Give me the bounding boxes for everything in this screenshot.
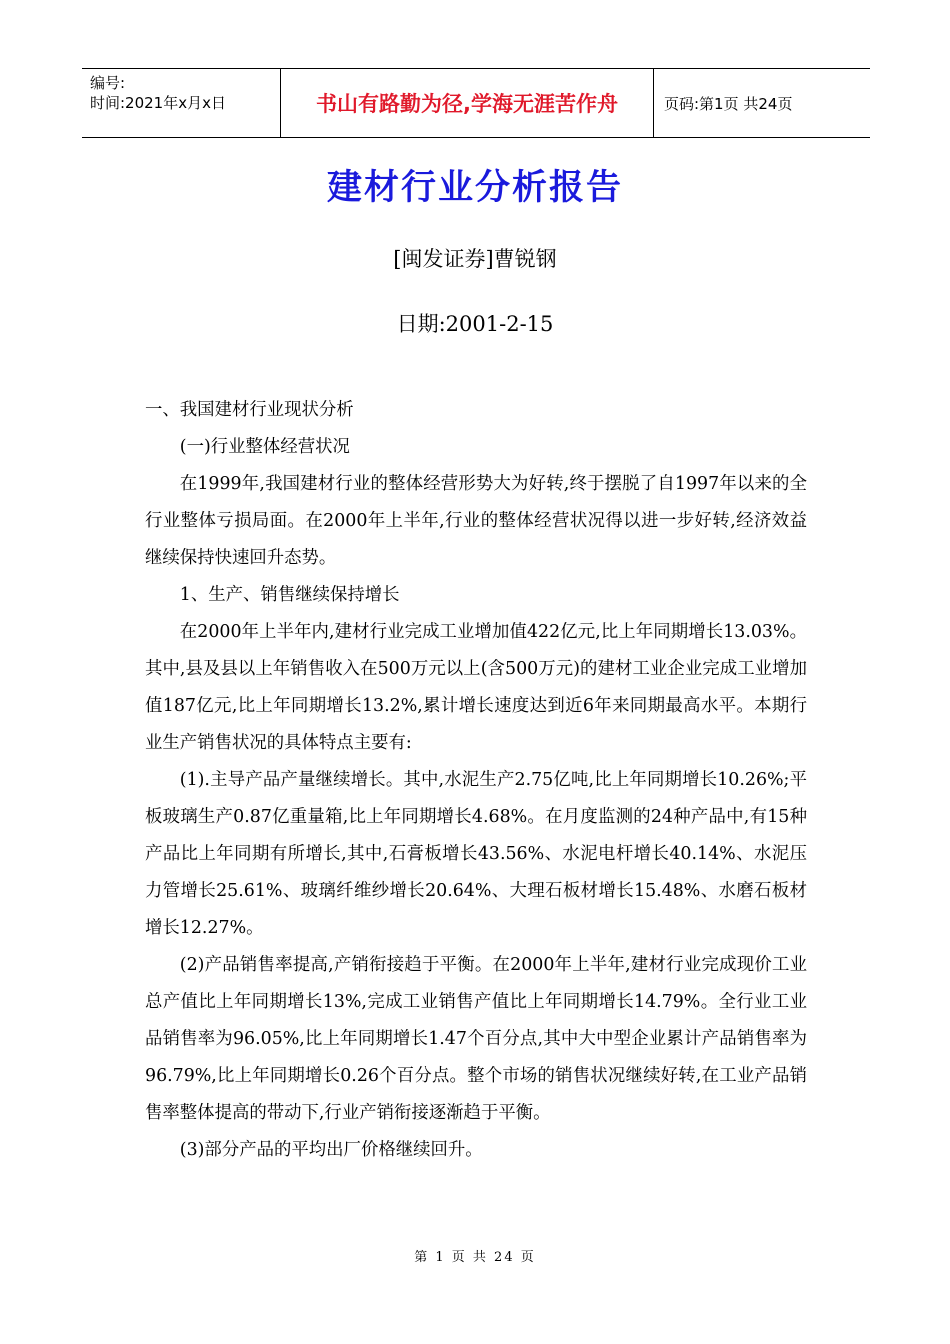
paragraph: 在1999年,我国建材行业的整体经营形势大为好转,终于摆脱了自1997年以来的全行业整体亏损局面。在2000年上半年,行业的整体经营状况得以进一步好转,经济效益继续保持快速回升态势。 [145, 474, 807, 568]
paragraph: (1).主导产品产量继续增长。其中,水泥生产2.75亿吨,比上年同期增长10.26%;平板玻璃生产0.87亿重量箱,比上年同期增长4.68%。在月度监测的24种产品中,有15种产品比上年同期有所增长,其中,石膏板增长43.56%、水泥电杆增长40.14%、水泥压力管增长25.61%、玻璃纤维纱增长20.64%、大理石板材增长15.48%、水磨石板材增长12.27%。 [145, 770, 807, 938]
time-label: 时间:2021年x月x日 [90, 94, 226, 112]
item-heading: 1、生产、销售继续保持增长 [179, 585, 400, 605]
number-label: 编号: [90, 74, 126, 92]
paragraph: (3)部分产品的平均出厂价格继续回升。 [179, 1140, 483, 1160]
document-date: 日期:2001-2-15 [396, 312, 554, 336]
paragraph: (2)产品销售率提高,产销衔接趋于平衡。在2000年上半年,建材行业完成现价工业总产值比上年同期增长13%,完成工业销售产值比上年同期增长14.79%。全行业工业品销售率为96.05%,比上年同期增长1.47个百分点,其中大中型企业累计产品销售率为96.79%,比上年同期增长0.26个百分点。整个市场的销售状况继续好转,在工业产品销售率整体提高的带动下,行业产销衔接逐渐趋于平衡。 [145, 955, 807, 1123]
header-motto: 书山有路勤为径,学海无涯苦作舟 [281, 69, 654, 137]
header-table [82, 68, 870, 138]
subsection-heading: (一)行业整体经营状况 [179, 437, 350, 457]
section-heading: 一、我国建材行业现状分析 [145, 400, 354, 420]
header-meta [82, 69, 281, 137]
document-title: 建材行业分析报告 [326, 168, 623, 208]
page-footer: 第 1 页 共 24 页 [414, 1250, 536, 1265]
paragraph: 在2000年上半年内,建材行业完成工业增加值422亿元,比上年同期增长13.03%。其中,县及县以上年销售收入在500万元以上(含500万元)的建材工业企业完成工业增加值187亿元,比上年同期增长13.2%,累计增长速度达到近6年来同期最高水平。本期行业生产销售状况的具体特点主要有: [145, 622, 807, 753]
body-text [145, 392, 807, 1169]
header-page-info: 页码:第1页 共24页 [664, 94, 793, 113]
document-author: [闽发证券]曹锐钢 [393, 247, 557, 271]
